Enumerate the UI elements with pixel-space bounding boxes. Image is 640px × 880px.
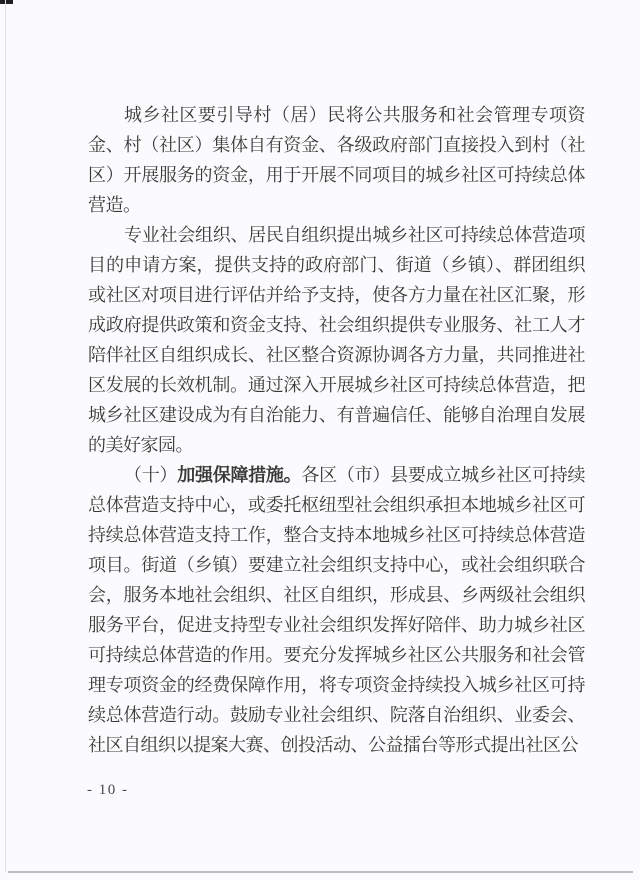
paragraph-safeguard-measures-text: 各区（市）县要成立城乡社区可持续总体营造支持中心，或委托枢纽型社会组织承担本地城乡社区可持续总体营造支持工作，整合支持本地城乡社区可持续总体营造项目。街道（乡镇）要建立社会组织支持中心，或社会组织联合会，服务本地社会组织、社区自组织，形成县、乡两级社会组织服务平台，促进支持型专业社会组织发挥好陪伴、助力城乡社区可持续总体营造的作用。要充分发挥城乡社区公共服务和社会管理专项资金的经费保障作用，将专项资金持续投入城乡社区可持续总体营造行动。鼓励专业社会组织、院落自治组织、业委会、社区自组织以提案大赛、创投活动、公益擂台等形式提出社区公	[88, 465, 586, 755]
scan-bottom-edge-line	[8, 871, 633, 873]
scan-corner-artifact	[0, 0, 13, 4]
paragraph-funding-guidance	[88, 100, 585, 220]
scan-left-edge-line	[5, 0, 6, 872]
section-heading-bold: 加强保障措施。	[177, 465, 302, 485]
paragraph-safeguard-measures	[88, 460, 585, 760]
section-number-label: （十）	[124, 465, 178, 485]
paragraph-project-application	[88, 220, 585, 460]
page-number: - 10 -	[87, 782, 129, 798]
paragraph-project-application-text: 专业社会组织、居民自组织提出城乡社区可持续总体营造项目的申请方案，提供支持的政府部门、街道（乡镇）、群团组织或社区对项目进行评估并给予支持，使各方力量在社区汇聚，形成政府提供政策和资金支持、社会组织提供专业服务、社工人才陪伴社区自组织成长、社区整合资源协调各方力量，共同推进社区发展的长效机制。通过深入开展城乡社区可持续总体营造，把城乡社区建设成为有自治能力、有普遍信任、能够自治理自发展的美好家园。	[88, 225, 585, 455]
paragraph-funding-guidance-text: 城乡社区要引导村（居）民将公共服务和社会管理专项资金、村（社区）集体自有资金、各级政府部门直接投入到村（社区）开展服务的资金，用于开展不同项目的城乡社区可持续总体营造。	[88, 105, 585, 215]
document-body	[88, 100, 585, 760]
